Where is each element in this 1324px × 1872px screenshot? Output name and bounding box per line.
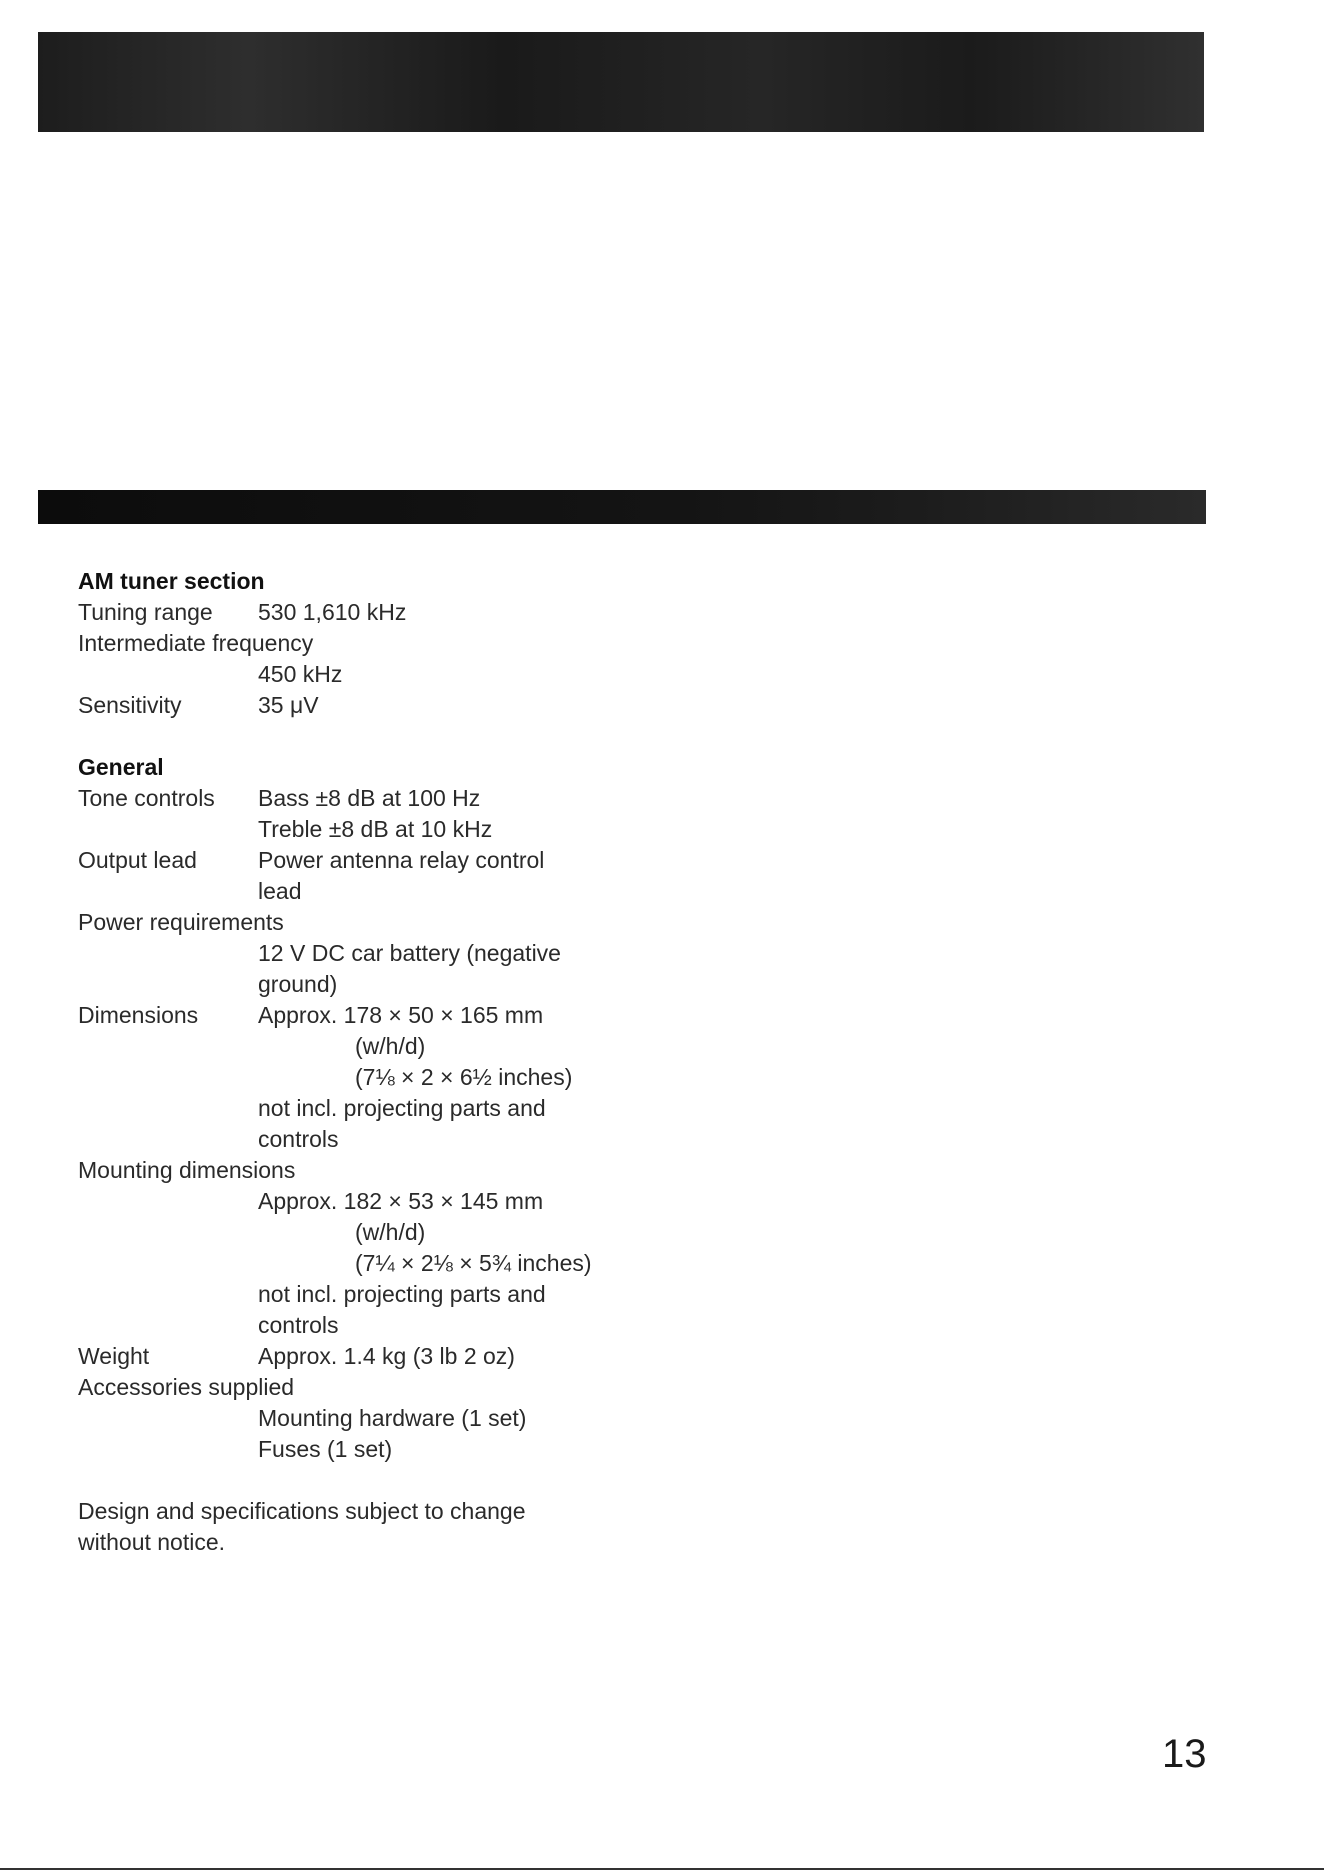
section-header-bar — [38, 490, 1206, 524]
spec-value: not incl. projecting parts and — [258, 1281, 546, 1307]
spec-row-tuning-range — [78, 597, 678, 628]
spec-value: ground) — [258, 971, 338, 997]
spec-value: (w/h/d) — [355, 1219, 426, 1245]
spec-row-weight — [78, 1341, 678, 1372]
spec-row-mounting-whd — [78, 1217, 678, 1248]
spec-value: (7¼ × 2⅛ × 5¾ inches) — [355, 1250, 592, 1276]
spec-value: not incl. projecting parts and — [258, 1095, 546, 1121]
spacer — [78, 721, 678, 752]
spec-row-output-lead — [78, 845, 678, 876]
spec-label: Mounting dimensions — [78, 1157, 296, 1183]
spec-label: Dimensions — [78, 1002, 199, 1028]
spec-label: Output lead — [78, 847, 197, 873]
bottom-rule — [0, 1868, 1324, 1870]
spec-value: 12 V DC car battery (negative — [258, 940, 561, 966]
spec-row-dimensions — [78, 1000, 678, 1031]
spec-row-dimensions-whd — [78, 1031, 678, 1062]
spec-value: 450 kHz — [258, 661, 343, 687]
spec-value: controls — [258, 1312, 339, 1338]
spec-row-accessories-fuses — [78, 1434, 678, 1465]
spec-row-dimensions-note — [78, 1093, 678, 1124]
spec-value: Fuses (1 set) — [258, 1436, 393, 1462]
spec-value: lead — [258, 878, 302, 904]
spec-value: Power antenna relay control — [258, 847, 545, 873]
spec-value: Approx. 182 × 53 × 145 mm — [258, 1188, 544, 1214]
spec-value: 530 1,610 kHz — [258, 599, 407, 625]
spec-value: Treble ±8 dB at 10 kHz — [258, 816, 493, 842]
spacer — [78, 1465, 678, 1496]
spec-row-accessories — [78, 1372, 678, 1403]
change-notice-line2: without notice. — [78, 1529, 226, 1555]
spec-label: Accessories supplied — [78, 1374, 295, 1400]
spec-value: 35 μV — [258, 692, 319, 718]
change-notice-line1: Design and specifications subject to change — [78, 1498, 526, 1524]
spec-value: Mounting hardware (1 set) — [258, 1405, 527, 1431]
spec-row-tone-treble — [78, 814, 678, 845]
spec-value: (w/h/d) — [355, 1033, 426, 1059]
spec-row-sensitivity — [78, 690, 678, 721]
spec-label: Weight — [78, 1343, 150, 1369]
am-section-title: AM tuner section — [78, 568, 265, 594]
spec-label: Tone controls — [78, 785, 215, 811]
top-header-bar — [38, 32, 1204, 132]
spec-label: Power requirements — [78, 909, 284, 935]
spec-value: Approx. 1.4 kg (3 lb 2 oz) — [258, 1343, 515, 1369]
spec-row-dimensions-note-cont — [78, 1124, 678, 1155]
spec-row-mounting-mm — [78, 1186, 678, 1217]
spec-row-tone-controls — [78, 783, 678, 814]
spec-row-power-value — [78, 938, 678, 969]
general-section-title: General — [78, 754, 164, 780]
spec-label: Intermediate frequency — [78, 630, 314, 656]
spec-row-intermediate-frequency-value — [78, 659, 678, 690]
spec-label: Tuning range — [78, 599, 213, 625]
spec-row-output-lead-cont — [78, 876, 678, 907]
spec-row-mounting-note — [78, 1279, 678, 1310]
spec-value: controls — [258, 1126, 339, 1152]
page-number: 13 — [1162, 1732, 1207, 1776]
spec-value: Bass ±8 dB at 100 Hz — [258, 785, 481, 811]
spec-row-mounting-note-cont — [78, 1310, 678, 1341]
spec-row-dimensions-inches — [78, 1062, 678, 1093]
spec-row-power-requirements — [78, 907, 678, 938]
spec-row-intermediate-frequency — [78, 628, 678, 659]
spec-label: Sensitivity — [78, 692, 182, 718]
specifications-block — [78, 566, 678, 1558]
spec-value: Approx. 178 × 50 × 165 mm — [258, 1002, 544, 1028]
spec-row-accessories-hardware — [78, 1403, 678, 1434]
spec-row-power-value-cont — [78, 969, 678, 1000]
spec-row-mounting-inches — [78, 1248, 678, 1279]
spec-value: (7⅛ × 2 × 6½ inches) — [355, 1064, 573, 1090]
spec-row-mounting-dimensions — [78, 1155, 678, 1186]
